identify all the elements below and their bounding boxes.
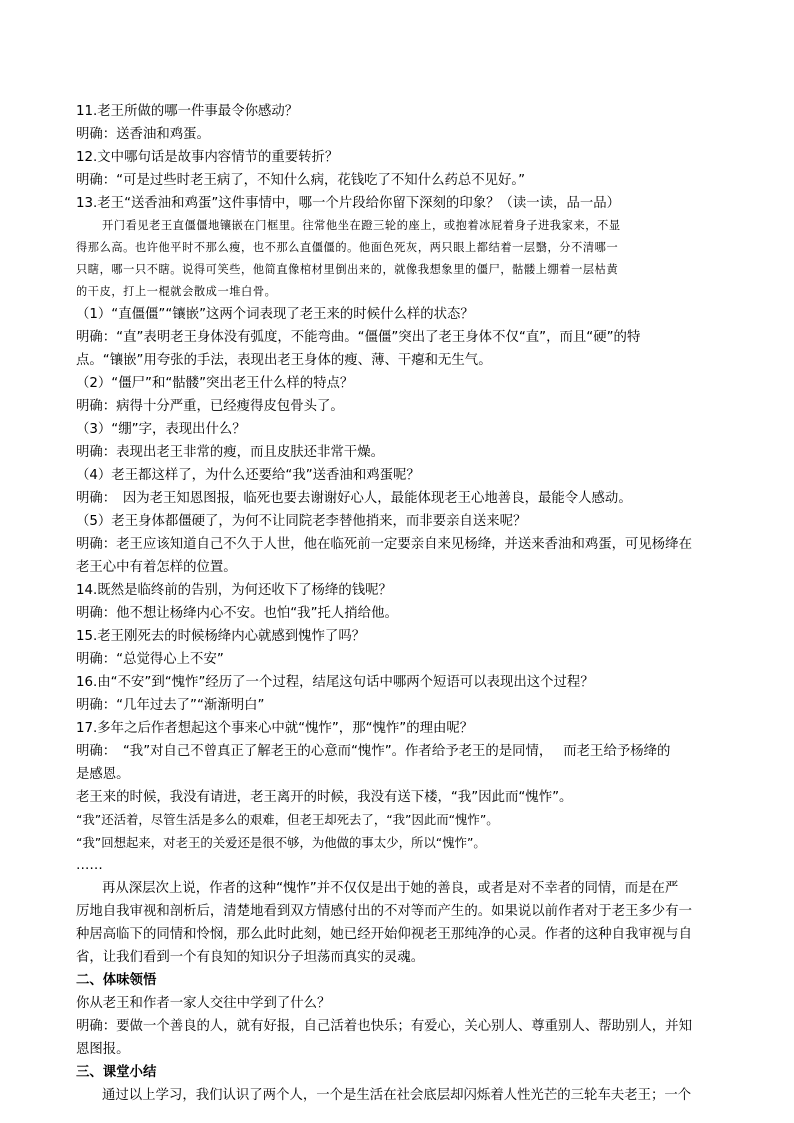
section-heading: 二、体味领悟 <box>76 973 157 988</box>
quoted-passage-line: 的干皮，打上一棍就会散成一堆白骨。 <box>76 285 277 298</box>
text-line: …… <box>76 858 103 873</box>
text-line: 你从老王和作者一家人交往中学到了什么？ <box>76 996 331 1011</box>
text-line: 明确：“直”表明老王身体没有弧度，不能弯曲。“僵僵”突出了老王身体不仅“直”，而且“硬”的特 <box>76 330 641 345</box>
text-line: 明确：送香油和鸡蛋。 <box>76 127 210 142</box>
text-line: （4）老王都这样了，为什么还要给“我”送香油和鸡蛋呢？ <box>76 468 420 483</box>
text-line: 明确：“总觉得心上不安” <box>76 652 224 667</box>
text-line: 16.由“不安”到“愧怍”经历了一个过程，结尾这句话中哪两个短语可以表现出这个过程？ <box>76 675 594 690</box>
text-line: 15.老王刚死去的时候杨绛内心就感到愧怍了吗？ <box>76 629 366 644</box>
text-line: 通过以上学习，我们认识了两个人，一个是生活在社会底层却闪烁着人性光芒的三轮车夫老王；一个 <box>102 1088 692 1103</box>
text-line: 明确：病得十分严重，已经瘦得皮包骨头了。 <box>76 399 344 414</box>
text-line: 再从深层次上说，作者的这种“愧怍”并不仅仅是出于她的善良，或者是对不幸者的同情，而是在严 <box>102 881 679 896</box>
text-line: （5）老王身体都僵硬了，为何不让同院老李替他捎来，而非要亲自送来呢？ <box>76 514 527 529</box>
text-line: 明确：表现出老王非常的瘦，而且皮肤还非常干燥。 <box>76 445 384 460</box>
text-line: 11.老王所做的哪一件事最令你感动？ <box>76 104 299 119</box>
text-line: 明确：他不想让杨绛内心不安。也怕“我”托人捎给他。 <box>76 606 398 621</box>
quoted-passage-line: 得那么高。也许他平时不那么瘦，也不那么直僵僵的。他面色死灰，两只眼上都结着一层翳，分不清哪一 <box>76 241 619 254</box>
text-line: 恩图报。 <box>76 1042 130 1057</box>
text-line: 14.既然是临终前的告别，为何还收下了杨绛的钱呢？ <box>76 583 392 598</box>
text-line: “我”还活着，尽管生活是多么的艰难，但老王却死去了，“我”因此而“愧怍”。 <box>76 812 499 827</box>
text-line: 明确：要做一个善良的人，就有好报，自己活着也快乐；有爱心，关心别人、尊重别人、帮助别人，并知 <box>76 1019 692 1034</box>
text-line: （2）“僵尸”和“骷髅”突出老王什么样的特点？ <box>76 376 354 391</box>
text-line: 13.老王“送香油和鸡蛋”这件事情中，哪一个片段给你留下深刻的印象？（读一读，品一品） <box>76 196 621 211</box>
text-line: 明确：“可是过些时老王病了，不知什么病，花钱吃了不知什么药总不见好。” <box>76 173 526 188</box>
section-heading: 三、课堂小结 <box>76 1065 157 1080</box>
text-line: 点。“镶嵌”用夸张的手法，表现出老王身体的瘦、薄、干瘪和无生气。 <box>76 353 492 368</box>
text-line: （1）“直僵僵”“镶嵌”这两个词表现了老王来的时候什么样的状态？ <box>76 307 474 322</box>
text-line: “我”回想起来，对老王的关爱还是很不够，为他做的事太少，所以“愧怍”。 <box>76 834 486 850</box>
text-line: （3）“绷”字，表现出什么？ <box>76 422 246 437</box>
text-line: 老王来的时候，我没有请进，老王离开的时候，我没有送下楼，“我”因此而“愧怍”。 <box>76 790 573 805</box>
text-line: 17.多年之后作者想起这个事来心中就“愧怍”，那“愧怍”的理由呢？ <box>76 721 474 736</box>
quoted-passage-line: 开门看见老王直僵僵地镶嵌在门框里。往常他坐在蹬三轮的座上，或抱着冰屁着身子进我家来，不显 <box>102 219 621 232</box>
text-line: 老王心中有着怎样的位置。 <box>76 560 237 575</box>
text-line: 是感恩。 <box>76 767 130 782</box>
text-line: 厉地自我审视和剖析后，清楚地看到双方情感付出的不对等而产生的。如果说以前作者对于老王多少有一 <box>76 904 692 919</box>
text-line: 明确： 因为老王知恩图报，临死也要去谢谢好心人，最能体现老王心地善良，最能令人感动。 <box>76 491 632 506</box>
quoted-passage-line: 只瞎，哪一只不瞎。说得可笑些，他简直像棺材里倒出来的，就像我想象里的僵尸，骷髅上绷着一层枯黄 <box>76 263 619 276</box>
text-line: 明确： “我”对自己不曾真正了解老王的心意而“愧怍”。作者给予老王的是同情， 而老王给予杨绛的 <box>76 744 671 759</box>
text-line: 种居高临下的同情和怜悯，那么此时此刻，她已经开始仰视老王那纯净的心灵。作者的这种自我审视与自 <box>76 927 692 942</box>
text-line: 明确：老王应该知道自己不久于人世，他在临死前一定要亲自来见杨绛，并送来香油和鸡蛋，可见杨绛在 <box>76 537 692 552</box>
text-line: 12.文中哪句话是故事内容情节的重要转折？ <box>76 150 339 165</box>
text-line: 明确：“几年过去了”“渐渐明白” <box>76 698 265 713</box>
text-line: 省，让我们看到一个有良知的知识分子坦荡而真实的灵魂。 <box>76 950 425 965</box>
